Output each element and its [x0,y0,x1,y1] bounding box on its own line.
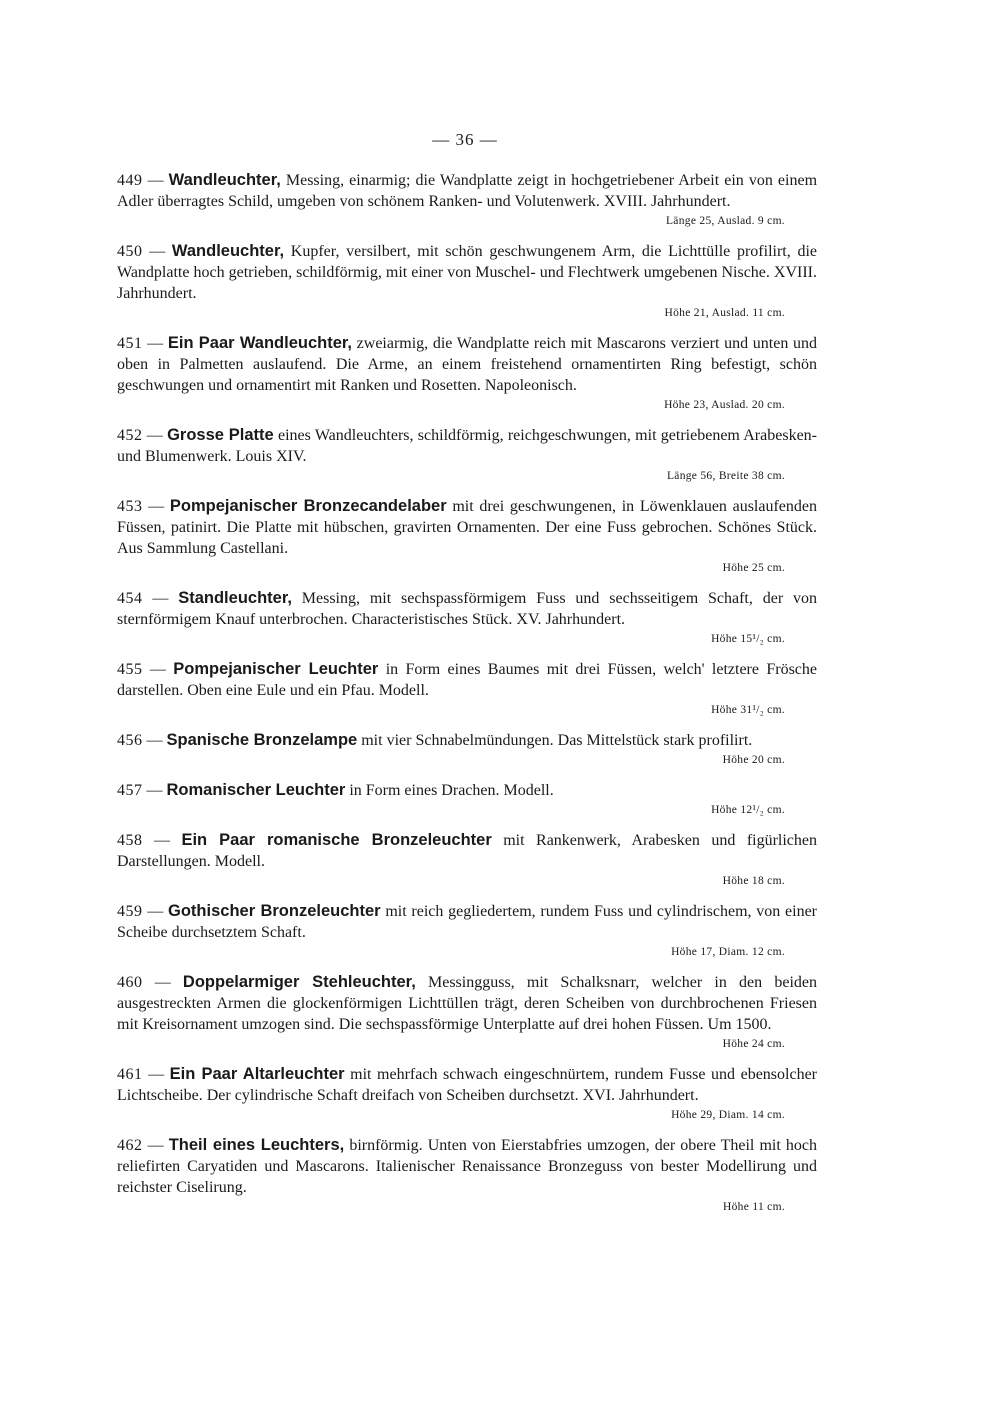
entry-text [117,425,817,467]
entry-dash: — [142,243,172,260]
entry-dimensions: Höhe 17, Diam. 12 cm. [671,946,785,958]
entry-number: 453 [117,498,143,515]
entry-dash: — [142,732,167,749]
entry-dash: — [142,832,182,849]
entry-text [117,901,817,943]
entry-title: Pompejanischer Leuchter [173,660,379,678]
entry-text [117,241,817,304]
entry-dash: — [142,1137,169,1154]
entry-title: Wandleuchter, [168,171,281,189]
entry-description: mit vier Schnabelmündungen. Das Mittelstück stark profilirt. [357,732,753,749]
entry-text [117,659,817,701]
entry-dimensions: Höhe 25 cm. [722,562,785,574]
entry-dimensions: Länge 25, Auslad. 9 cm. [665,215,785,227]
entry-title: Ein Paar Altarleuchter [169,1065,345,1083]
entry-text [117,830,817,872]
entry-number: 451 [117,335,143,352]
catalog-entry [117,170,817,228]
entry-text [117,496,817,559]
entry-dimensions: Höhe 31¹/₂ cm. [711,704,785,716]
entry-title: Doppelarmiger Stehleuchter, [182,973,416,991]
entry-description: mit reich gegliedertem, rundem Fuss und cylindrischem, von einer Scheibe durchsetztem Schaft. [117,903,818,941]
catalog-entries [117,170,817,1227]
entry-title: Ein Paar romanische Bronzeleuchter [181,831,492,849]
entry-dash: — [142,172,169,189]
entry-description: birnförmig. Unten von Eierstabfries umzogen, der obere Theil mit hoch reliefirten Caryatiden und Mascarons. Italienischer Renaissance Bronzeguss von bester Modellirung und reichster Ciselirung. [117,1137,818,1196]
catalog-entry [117,496,817,575]
entry-number: 459 [117,903,143,920]
entry-number: 456 [117,732,143,749]
catalog-entry [117,901,817,959]
entry-text [117,1064,817,1106]
catalog-entry [117,241,817,320]
page-number: — 36 — [432,130,498,149]
entry-number: 458 [117,832,143,849]
entry-description: in Form eines Drachen. Modell. [345,782,554,799]
catalog-entry [117,333,817,412]
entry-number: 449 [117,172,143,189]
entry-title: Wandleuchter, [171,242,285,260]
catalog-entry [117,830,817,888]
entry-dash: — [142,661,174,678]
catalog-entry [117,1135,817,1214]
entry-title: Gothischer Bronzeleuchter [168,902,381,920]
entry-description: in Form eines Baumes mit drei Füssen, welch' letztere Frösche darstellen. Oben eine Eule und ein Pfau. Modell. [117,661,818,699]
entry-dimensions: Höhe 18 cm. [722,875,785,887]
entry-number: 454 [117,590,143,607]
entry-description: mit mehrfach schwach eingeschnürtem, rundem Fusse und ebensolcher Lichtscheibe. Der cylindrische Schaft dreifach von Scheiben durchsetzt. XVI. Jahrhundert. [117,1066,817,1104]
entry-description: Kupfer, versilbert, mit schön geschwungenem Arm, die Lichttülle profilirt, die Wandplatte hoch getrieben, schildförmig, mit einer von Muschel- und Flechtwerk umgebenen Nische. XVIII. Jahrhundert. [117,243,817,302]
entry-dash: — [142,1066,170,1083]
entry-text [117,588,817,630]
catalog-entry [117,425,817,483]
entry-dimensions: Länge 56, Breite 38 cm. [666,470,785,482]
entry-dash: — [142,782,167,799]
entry-description: Messing, einarmig; die Wandplatte zeigt in hochgetriebener Arbeit ein von einem Adler überragtes Schild, umgeben von schönem Ranken- und Volutenwerk. XVIII. Jahrhundert. [117,172,818,210]
entry-number: 452 [117,427,143,444]
entry-dash: — [142,903,169,920]
entry-text [117,780,817,801]
catalog-entry [117,659,817,717]
entry-title: Grosse Platte [167,426,274,444]
catalog-entry [117,1064,817,1122]
entry-title: Theil eines Leuchters, [168,1136,345,1154]
entry-number: 462 [117,1137,143,1154]
entry-description: zweiarmig, die Wandplatte reich mit Mascarons verziert und unten und oben in Palmetten auslaufend. Die Arme, an einem freistehend ornamentirten Ring befestigt, schön geschwungen und ornamentirt mit Ranken und Rosetten. Napoleonisch. [117,335,818,394]
entry-number: 461 [117,1066,143,1083]
entry-dash: — [142,335,168,352]
entry-text [117,1135,817,1198]
entry-text [117,333,817,396]
entry-title: Romanischer Leuchter [166,781,346,799]
entry-title: Pompejanischer Bronzecandelaber [169,497,447,515]
entry-dimensions: Höhe 23, Auslad. 20 cm. [664,399,785,411]
entry-dash: — [142,974,183,991]
entry-number: 457 [117,782,143,799]
entry-number: 460 [117,974,143,991]
entry-dimensions: Höhe 12¹/₂ cm. [711,804,785,816]
entry-description: mit Rankenwerk, Arabesken und figürlichen Darstellungen. Modell. [117,832,818,870]
catalog-entry [117,780,817,817]
entry-dash: — [142,590,179,607]
entry-dimensions: Höhe 21, Auslad. 11 cm. [664,307,785,319]
entry-description: eines Wandleuchters, schildförmig, reichgeschwungen, mit getriebenem Arabesken- und Blumenwerk. Louis XIV. [117,427,817,465]
entry-dimensions: Höhe 20 cm. [722,754,785,766]
entry-number: 450 [117,243,143,260]
entry-text [117,730,817,751]
entry-title: Standleuchter, [178,589,292,607]
catalog-entry [117,730,817,767]
entry-text [117,972,817,1035]
catalog-entry [117,588,817,646]
entry-description: mit drei geschwungenen, in Löwenklauen auslaufenden Füssen, patinirt. Die Platte mit hübschen, gravirten Ornamenten. Der eine Fuss gebrochen. Schönes Stück. Aus Sammlung Castellani. [117,498,818,557]
entry-dash: — [142,498,170,515]
entry-number: 455 [117,661,143,678]
catalog-entry [117,972,817,1051]
entry-title: Ein Paar Wandleuchter, [167,334,352,352]
entry-text [117,170,817,212]
entry-description: Messing, mit sechspassförmigem Fuss und sechsseitigem Schaft, der von sternförmigem Knauf unterbrochen. Characteristisches Stück. XV. Jahrhundert. [117,590,818,628]
entry-title: Spanische Bronzelampe [166,731,358,749]
entry-description: Messingguss, mit Schalksnarr, welcher in den beiden ausgestreckten Armen die glockenförmigen Lichttüllen trägt, deren Scheiben von durchbrochenen Friesen mit Kreisornament umzogen sind. Die sechspassförmige Unterplatte auf drei hohen Füssen. Um 1500. [117,974,817,1033]
entry-dimensions: Höhe 11 cm. [723,1201,785,1213]
entry-dimensions: Höhe 29, Diam. 14 cm. [671,1109,785,1121]
entry-dimensions: Höhe 24 cm. [722,1038,785,1050]
entry-dash: — [142,427,168,444]
entry-dimensions: Höhe 15¹/₂ cm. [711,633,785,645]
